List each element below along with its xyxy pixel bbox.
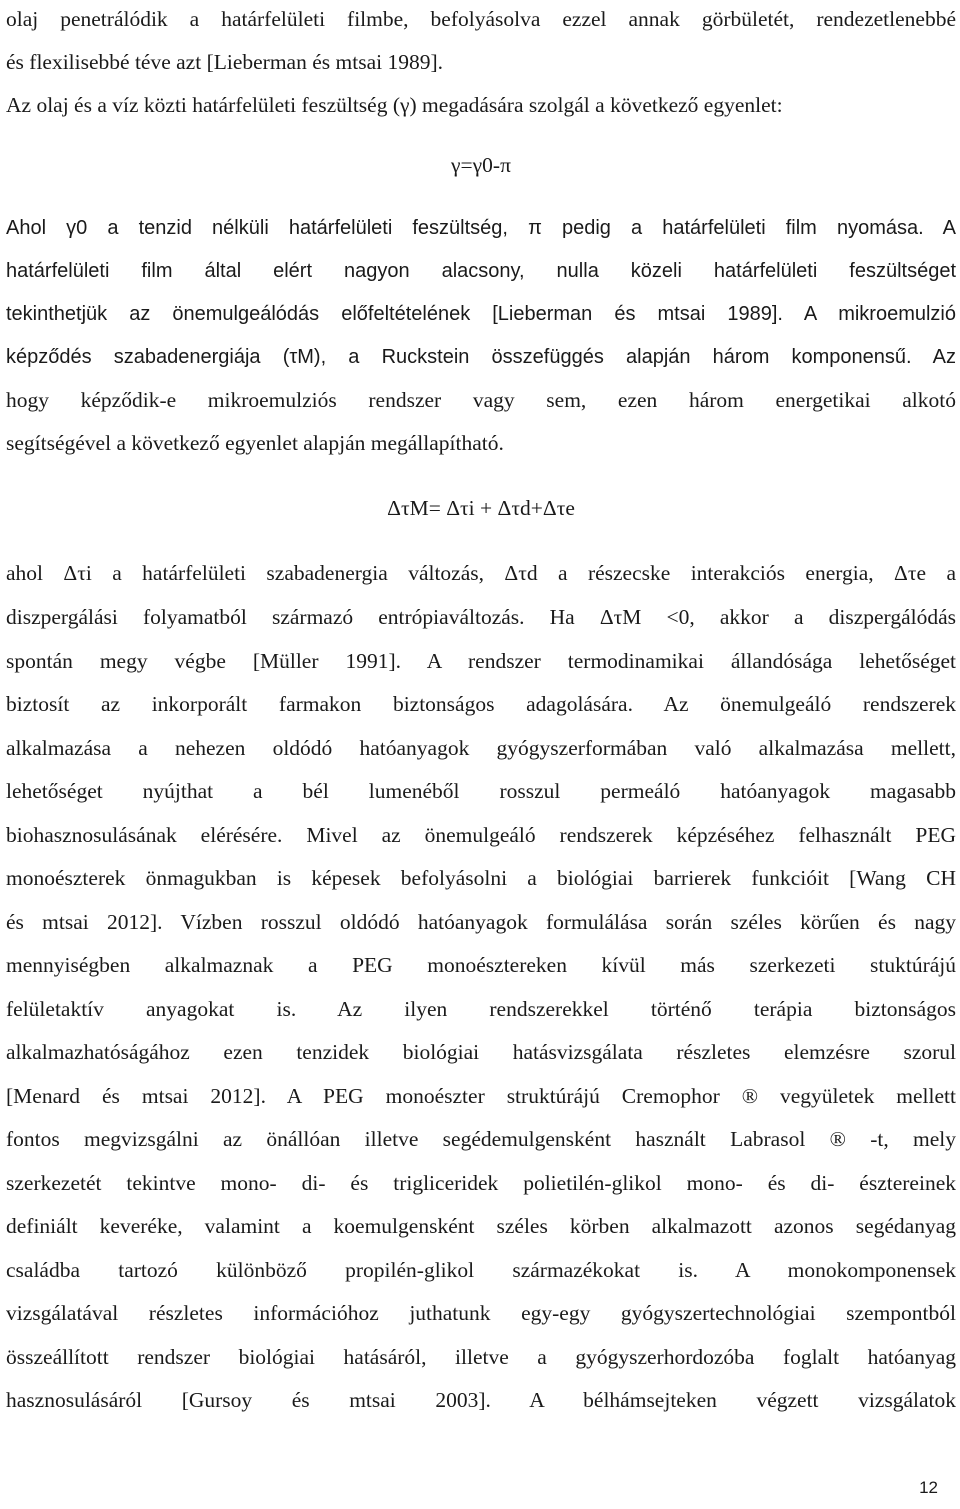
text-line: tekinthetjük az önemulgeálódás előfeltételének [Lieberman és mtsai 1989]. A mikroemulzió: [6, 303, 956, 325]
text-line: alkalmazása a nehezen oldódó hatóanyagok gyógyszerformában való alkalmazása mellett,: [6, 736, 956, 760]
equation-surface-tension: γ=γ0-π: [451, 153, 511, 177]
text-line: hogy képződik-e mikroemulziós rendszer vagy sem, ezen három energetikai alkotó: [6, 388, 956, 412]
text-line: spontán megy végbe [Müller 1991]. A rendszer termodinamikai állandósága lehetőséget: [6, 649, 956, 673]
text-line: képződés szabadenergiája (τM), a Ruckstein összefüggés alapján három komponensű. Az: [6, 346, 956, 368]
text-line: definiált keveréke, valamint a koemulgensként széles körben alkalmazott azonos segédanyag: [6, 1214, 956, 1238]
text-line: alkalmazhatóságához ezen tenzidek biológiai hatásvizsgálata részletes elemzésre szorul: [6, 1040, 956, 1064]
text-line: olaj penetrálódik a határfelületi filmbe, befolyásolva ezzel annak görbületét, rendezetlenebbé: [6, 7, 956, 31]
text-line: családba tartozó különböző propilén-glikol származékokat is. A monokomponensek: [6, 1258, 956, 1282]
text-line: hasznosulásáról [Gursoy és mtsai 2003]. A bélhámsejteken végzett vizsgálatok: [6, 1388, 956, 1412]
text-line: lehetőséget nyújthat a bél lumenéből rosszul permeáló hatóanyagok magasabb: [6, 779, 956, 803]
equation-free-energy: ΔτM= Δτi + Δτd+Δτe: [387, 496, 575, 520]
text-line: Ahol γ0 a tenzid nélküli határfelületi feszültség, π pedig a határfelületi film nyomása. A: [6, 217, 956, 239]
text-line: és flexilisebbé téve azt [Lieberman és mtsai 1989].: [6, 50, 444, 74]
text-line: monoészterek önmagukban is képesek befolyásolni a biológiai barrierek funkcióit [Wang CH: [6, 866, 956, 890]
text-line: felületaktív anyagokat is. Az ilyen rendszerekkel történő terápia biztonságos: [6, 997, 956, 1021]
text-line: fontos megvizsgálni az önállóan illetve segédemulgensként használt Labrasol ® -t, mely: [6, 1127, 956, 1151]
text-line: biohasznosulásának elérésére. Mivel az önemulgeáló rendszerek képzéséhez felhasznált PEG: [6, 823, 956, 847]
text-line: szerkezetét tekintve mono- di- és trigliceridek polietilén-glikol mono- és di- észtereinek: [6, 1171, 956, 1195]
text-line: és mtsai 2012]. Vízben rosszul oldódó hatóanyagok formulálása során széles körűen és nagy: [6, 910, 956, 934]
text-line: ahol Δτi a határfelületi szabadenergia változás, Δτd a részecske interakciós energia, Δτe a: [6, 561, 956, 585]
text-line: Az olaj és a víz közti határfelületi feszültség (γ) megadására szolgál a következő egyenlet:: [6, 93, 783, 117]
page-number: 12: [919, 1478, 938, 1497]
text-line: mennyiségben alkalmaznak a PEG monoésztereken kívül más szerkezeti stuktúrájú: [6, 953, 956, 977]
text-line: biztosít az inkorporált farmakon biztonságos adagolására. Az önemulgeáló rendszerek: [6, 692, 956, 716]
text-line: segítségével a következő egyenlet alapján megállapítható.: [6, 431, 504, 455]
text-line: vizsgálatával részletes információhoz juthatunk egy-egy gyógyszertechnológiai szempontból: [6, 1301, 956, 1325]
text-line: [Menard és mtsai 2012]. A PEG monoészter struktúrájú Cremophor ® vegyületek mellett: [6, 1084, 956, 1108]
text-line: diszpergálási folyamatból származó entrópiaváltozás. Ha ΔτM <0, akkor a diszpergálódás: [6, 605, 956, 629]
text-line: határfelületi film által elért nagyon alacsony, nulla közeli határfelületi feszültséget: [6, 260, 956, 282]
text-line: összeállított rendszer biológiai hatásáról, illetve a gyógyszerhordozóba foglalt hatóanyag: [6, 1345, 956, 1369]
